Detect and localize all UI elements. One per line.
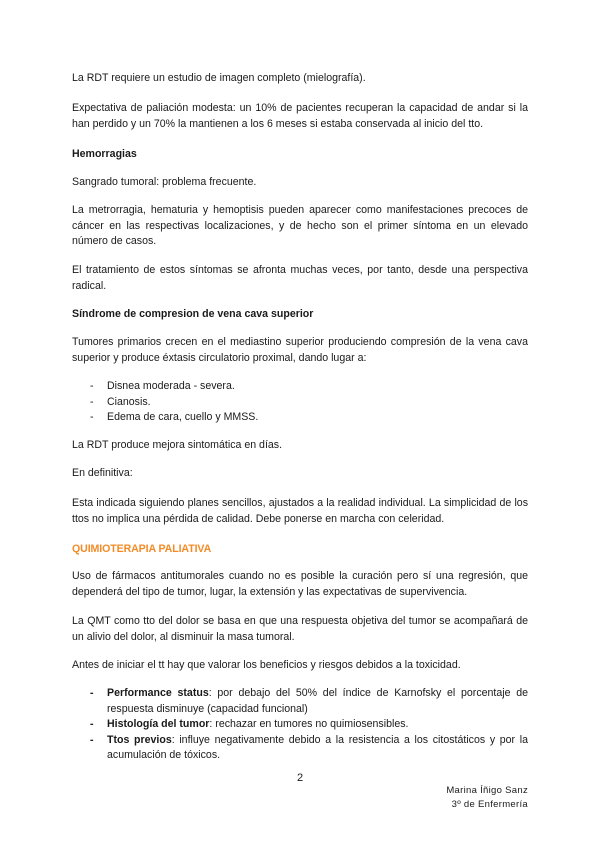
- list-item-text: Edema de cara, cuello y MMSS.: [107, 411, 259, 423]
- dash-marker: -: [90, 687, 94, 699]
- list-item: [72, 410, 528, 426]
- factors-list: [72, 686, 528, 764]
- paragraph-uso-farmacos: Uso de fármacos antitumorales cuando no es posible la curación pero sí una regresión, que dependerá del tipo de tumor, lugar, la extensión y las expectativas de supervivencia.: [72, 570, 528, 598]
- list-term: Performance status: [107, 687, 209, 699]
- paragraph-palliation-expectation: Expectativa de paliación modesta: un 10% de pacientes recuperan la capacidad de andar si la han perdido y un 70% la mantienen a los 6 meses si estaba conservada al inicio del tto.: [72, 102, 528, 130]
- paragraph-esta-indicada: Esta indicada siguiendo planes sencillos, ajustados a la realidad individual. La simplicidad de los ttos no implica una pérdida de calidad. Debe ponerse en marcha con celeridad.: [72, 497, 528, 525]
- heading-quimioterapia: QUIMIOTERAPIA PALIATIVA: [72, 543, 212, 555]
- heading-vena-cava: Síndrome de compresion de vena cava superior: [72, 308, 314, 320]
- dash-marker: -: [90, 733, 94, 746]
- list-item: [72, 686, 528, 717]
- paragraph-sangrado: Sangrado tumoral: problema frecuente.: [72, 176, 257, 188]
- footer: [446, 784, 528, 812]
- list-item-text: : por debajo del 50% del índice de Karnofsky el porcentaje de respuesta disminuye (capacidad funcional): [107, 687, 529, 715]
- heading-hemorragias: Hemorragias: [72, 148, 137, 160]
- list-term: Histología del tumor: [107, 718, 210, 730]
- list-item-text: : rechazar en tumores no quimiosensibles.: [209, 718, 409, 730]
- list-item: [72, 395, 528, 411]
- list-item-text: : influye negativamente debido a la resistencia a los citostáticos y por la acumulación de tóxicos.: [107, 733, 528, 761]
- list-item-text: Disnea moderada - severa.: [107, 380, 235, 392]
- list-term: Ttos previos: [107, 733, 172, 746]
- paragraph-tumores-primarios: Tumores primarios crecen en el mediastino superior produciendo compresión de la vena cava superior y produce éxtasis circulatorio proximal, dando lugar a:: [72, 336, 528, 364]
- paragraph-rdt-imaging: La RDT requiere un estudio de imagen completo (mielografía).: [72, 72, 366, 84]
- list-item-text: Cianosis.: [107, 395, 151, 408]
- list-item: [72, 379, 528, 395]
- dash-marker: -: [90, 395, 94, 408]
- dash-marker: -: [90, 411, 94, 423]
- paragraph-en-definitiva: En definitiva:: [72, 467, 133, 479]
- list-item: [72, 733, 528, 764]
- paragraph-qmt-dolor: La QMT como tto del dolor se basa en que una respuesta objetiva del tumor se acompañará de un alivio del dolor, al disminuir la masa tumoral.: [72, 615, 528, 643]
- symptom-list: [72, 379, 528, 426]
- dash-marker: -: [90, 718, 94, 730]
- paragraph-antes-iniciar: Antes de iniciar el tt hay que valorar los beneficios y riesgos debidos a la toxicidad.: [72, 659, 461, 671]
- footer-author: Marina Íñigo Sanz: [446, 785, 528, 796]
- dash-marker: -: [90, 380, 94, 392]
- list-item: [72, 717, 528, 733]
- paragraph-tratamiento: El tratamiento de estos síntomas se afronta muchas veces, por tanto, desde una perspectiva radical.: [72, 264, 528, 292]
- paragraph-metrorragia: La metrorragia, hematuria y hemoptisis pueden aparecer como manifestaciones precoces de cáncer en las respectivas localizaciones, y de hecho son el primer síntoma en un elevado número de casos.: [72, 204, 528, 247]
- page-number: 2: [296, 772, 304, 784]
- paragraph-rdt-mejora: La RDT produce mejora sintomática en días.: [72, 439, 283, 451]
- footer-course: 3º de Enfermería: [451, 799, 528, 810]
